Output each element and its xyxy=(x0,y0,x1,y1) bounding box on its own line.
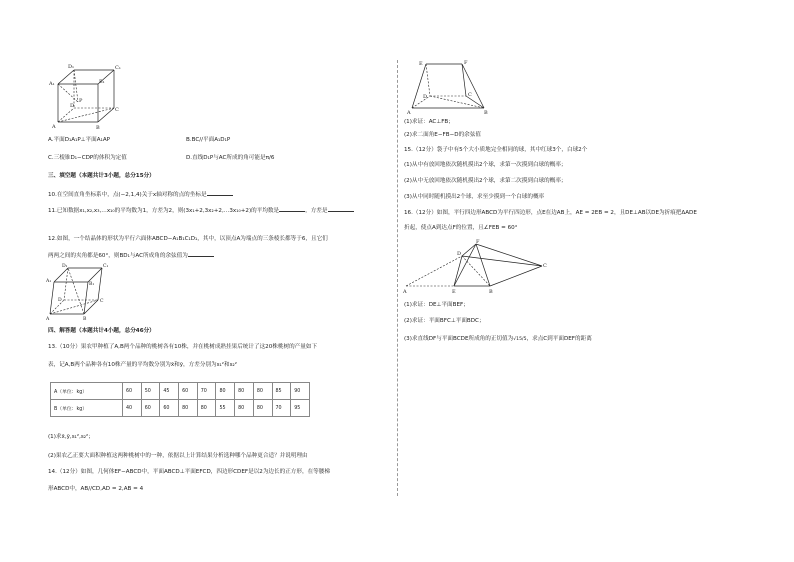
question-10 xyxy=(48,190,233,199)
cell: 90 xyxy=(291,383,310,400)
cell: 80 xyxy=(253,400,272,417)
column-divider xyxy=(397,60,398,496)
cell: 40 xyxy=(123,400,142,417)
question-12-text: 两两之间的夹角都是60°，则BD₁与AC所成角的余弦值为 xyxy=(48,253,188,259)
label-A1: A₁ xyxy=(46,279,52,284)
label-A: A xyxy=(407,110,411,116)
question-16-part-2: (2)求证：平面BFC⊥平面BDC； xyxy=(404,318,485,324)
section-3-title: 三、填空题（本题共计3小题，总分15分） xyxy=(48,173,155,179)
answer-blank xyxy=(188,251,214,257)
question-15-part-1: (1)从中有放回地依次随机摸出2个球，求第一次摸到白球的概率； xyxy=(404,162,567,168)
cell: 80 xyxy=(179,400,198,417)
cell: 70 xyxy=(272,400,291,417)
label-B1: B₁ xyxy=(99,79,105,85)
question-13-line-2: 表，记A,B两个品种各有10株产量的平均数分别为x̄和ȳ，方差分别为s₁²和s₂² xyxy=(48,362,238,368)
label-B: B xyxy=(484,110,488,116)
question-14-part-2: (2)求二面角E−FB−D的余弦值 xyxy=(404,132,481,138)
cell: 60 xyxy=(123,383,142,400)
answer-blank xyxy=(328,206,354,212)
label-D: D xyxy=(70,103,75,109)
question-15: 15.（12分）袋子中有5个大小质地完全相同的球，其中红球3个，白球2个 xyxy=(404,147,588,153)
fraction: √15/5 xyxy=(513,337,527,342)
label-D: D xyxy=(58,298,62,303)
cell: 60 xyxy=(141,400,160,417)
label-C: C xyxy=(100,299,104,304)
question-13-part-2: (2)果农乙正要大面积种植这两种桃树中的一种，依据以上计算结果分析选种哪个品种更合适？并说明理由 xyxy=(48,453,308,459)
question-16-part-1: (1)求证：DE⊥平面BEF； xyxy=(404,302,469,308)
label-A: A xyxy=(46,317,50,322)
cell: 60 xyxy=(179,383,198,400)
label-B1: B₁ xyxy=(89,282,95,287)
cell: 70 xyxy=(197,383,216,400)
yield-table xyxy=(50,382,310,417)
label-C: C xyxy=(115,107,119,113)
question-14-part-1: (1)求证：AC⊥FB； xyxy=(404,119,454,125)
label-C: C xyxy=(468,92,472,98)
label-D1: D₁ xyxy=(62,264,68,269)
row-label: B（单位：kg） xyxy=(51,400,123,417)
option-a: A.平面D₁A₁P⊥平面A₁AP xyxy=(48,137,111,143)
cell: 80 xyxy=(253,383,272,400)
question-11-text: 11.已知数据x₁,x₂,x₃,…x₁₀的平均数为1，方差为2，则(3x₁+2,3x₂+2,…3x₁₀+2)的平均数是 xyxy=(48,208,280,214)
label-A1: A₁ xyxy=(49,81,55,87)
question-11-text-b: ，方差是 xyxy=(305,208,328,214)
question-14-line-1: 14.（12分）如图，几何体EF−ABCD中，平面ABCD⊥平面EFCD，四边形CDEF是以2为边长的正方形，在等腰梯 xyxy=(48,469,330,475)
cell: 80 xyxy=(235,383,254,400)
question-10-text: 10.在空间直角坐标系中，点(−2,1,4)关于x轴对称的点的坐标是 xyxy=(48,192,207,198)
question-16-part-3-text-b: ，求点C到平面DEF的距离 xyxy=(526,336,592,342)
label-D: D xyxy=(423,94,428,100)
figure-cube xyxy=(48,62,128,134)
cell: 80 xyxy=(216,383,235,400)
label-E: E xyxy=(452,289,456,295)
option-b: B.BC//平面A₁D₁P xyxy=(186,137,231,143)
section-4-title: 四、解答题（本题共计4小题，总分46分） xyxy=(48,328,155,334)
question-16-line-1: 16.（12分）如图，平行四边形ABCD为平行四边形，点E在边AB上，AE = 2EB = 2，且DE⊥AB以DE为折痕把ΔADE xyxy=(404,210,697,216)
label-A: A xyxy=(52,124,56,130)
cell: 50 xyxy=(141,383,160,400)
cell: 85 xyxy=(272,383,291,400)
question-14-line-2: 形ABCD中，AB//CD,AD = 2,AB = 4 xyxy=(48,486,144,492)
figure-parallelepiped xyxy=(46,262,112,322)
label-D: D xyxy=(457,251,462,257)
question-15-part-2: (2)从中无放回地依次随机摸出2个球，求第二次摸到白球的概率； xyxy=(404,178,567,184)
answer-blank xyxy=(207,190,233,196)
cell: 45 xyxy=(160,383,179,400)
label-P: P xyxy=(79,98,83,104)
figure-solid xyxy=(402,58,492,118)
cell: 95 xyxy=(291,400,310,417)
option-d: D.直线D₁P与AC所成的角可能是π/6 xyxy=(186,155,275,161)
question-15-part-3: (3)从中同时随机摸出2个球，求至少摸到一个白球的概率 xyxy=(404,194,545,200)
table-row xyxy=(51,383,310,400)
cell: 60 xyxy=(160,400,179,417)
question-16-line-2: 折起，使点A到达点F的位置，且∠FEB = 60° xyxy=(404,225,518,231)
label-C: C xyxy=(543,263,547,269)
label-B: B xyxy=(96,125,100,131)
question-16-part-3-text: (3)求直线DF与平面BCDE所成角的正切值为 xyxy=(404,336,514,342)
table-row xyxy=(51,400,310,417)
label-F: F xyxy=(476,239,480,245)
question-13-line-1: 13.（10分）果农甲种植了A,B两个品种的桃树各有10株，并在桃树成熟挂果后统计了这20株桃树的产量如下 xyxy=(48,344,318,350)
label-F: F xyxy=(464,60,468,66)
cell: 55 xyxy=(216,400,235,417)
label-C1: C₁ xyxy=(115,65,121,71)
label-B: B xyxy=(83,317,87,322)
question-13-part-1: (1)求x̄,ȳ,s₁²,s₂²； xyxy=(48,434,94,440)
option-c: C.三棱锥D₁−CDP的体积为定值 xyxy=(48,155,127,161)
row-label: A（单位：kg） xyxy=(51,383,123,400)
question-16-part-3 xyxy=(404,336,592,343)
answer-blank xyxy=(279,206,305,212)
figure-fold xyxy=(402,238,552,294)
label-B: B xyxy=(489,289,493,295)
label-A: A xyxy=(403,289,407,295)
label-E: E xyxy=(419,61,423,67)
question-11 xyxy=(48,206,354,215)
label-C1: C₁ xyxy=(103,264,109,269)
cell: 80 xyxy=(235,400,254,417)
question-12-line-1: 12.如图，一个结晶体的形状为平行六面体ABCD−A₁B₁C₁D₁，其中，以顶点A为端点的三条棱长都等于6，且它们 xyxy=(48,236,328,242)
cell: 80 xyxy=(197,400,216,417)
question-12-line-2 xyxy=(48,251,214,260)
label-D1: D₁ xyxy=(68,64,75,70)
